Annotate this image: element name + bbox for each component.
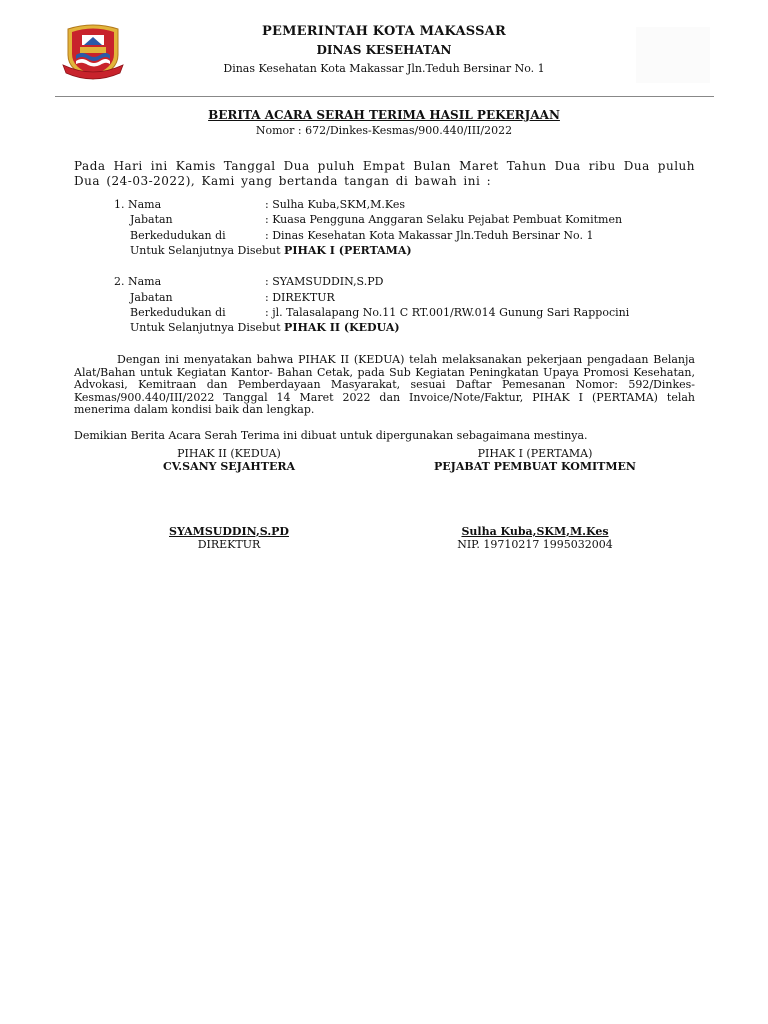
signatory-right-nip: NIP. 19710217 1995032004 (457, 538, 613, 551)
document-number: Nomor : 672/Dinkes-Kesmas/900.440/III/2022 (255, 124, 513, 137)
signatory-right (405, 525, 665, 551)
party-two-name: : SYAMSUDDIN,S.PD (265, 275, 384, 288)
party-one-position: : Kuasa Pengguna Anggaran Selaku Pejabat Pembuat Komitmen (265, 213, 623, 226)
party-one-designation-name: PIHAK I (PERTAMA) (284, 244, 412, 257)
party-two-domicile-label: Berkedudukan di (130, 306, 226, 319)
party-two-designation (130, 321, 400, 334)
signature-right (405, 447, 665, 473)
party-two-position: : DIREKTUR (265, 291, 335, 304)
signature-left-role: PIHAK II (KEDUA) (177, 447, 281, 460)
party-one-designation (130, 244, 412, 257)
party-one-domicile-label: Berkedudukan di (130, 229, 226, 242)
party-two-name-label: 2. Nama (114, 275, 162, 288)
signatory-left-title: DIREKTUR (197, 538, 261, 551)
signature-left-org: CV.SANY SEJAHTERA (162, 460, 296, 473)
party-one-name-label: 1. Nama (114, 198, 162, 211)
party-one-domicile: : Dinas Kesehatan Kota Makassar Jln.Teduh Bersinar No. 1 (265, 229, 594, 242)
party-two-designation-name: PIHAK II (KEDUA) (284, 321, 400, 334)
party-two-domicile: : jl. Talasalapang No.11 C RT.001/RW.014 Gunung Sari Rappocini (265, 306, 630, 319)
party-one-designation-prefix: Untuk Selanjutnya Disebut (130, 244, 281, 257)
party-two-designation-prefix: Untuk Selanjutnya Disebut (130, 321, 281, 334)
header-divider (55, 96, 714, 97)
signatory-right-name: Sulha Kuba,SKM,M.Kes (461, 525, 609, 538)
intro-paragraph: Pada Hari ini Kamis Tanggal Dua puluh Empat Bulan Maret Tahun Dua ribu Dua puluh Dua (24-03-2022), Kami yang bertanda tangan di bawah ini : (74, 159, 695, 188)
party-one-name: : Sulha Kuba,SKM,M.Kes (265, 198, 405, 211)
department-address: Dinas Kesehatan Kota Makassar Jln.Teduh Bersinar No. 1 (223, 62, 545, 75)
signature-left (99, 447, 359, 473)
signature-right-org: PEJABAT PEMBUAT KOMITMEN (434, 460, 636, 473)
document-title: BERITA ACARA SERAH TERIMA HASIL PEKERJAAN (208, 108, 560, 122)
signatory-left-name: SYAMSUDDIN,S.PD (169, 525, 289, 538)
signature-right-role: PIHAK I (PERTAMA) (477, 447, 593, 460)
signatory-left (99, 525, 359, 551)
statement-paragraph: Dengan ini menyatakan bahwa PIHAK II (KEDUA) telah melaksanakan pekerjaan pengadaan Belanja Alat/Bahan untuk Kegiatan Kantor- Bahan Cetak, pada Sub Kegiatan Peningkatan Upaya Promosi Kesehatan, Advokasi, Kemitraan dan Pemberdayaan Masyarakat, sesuai Daftar Pemesanan Nomor: 592/Dinkes-Kesmas/900.440/III/2022 Tanggal 14 Maret 2022 dan Invoice/Note/Faktur, PIHAK I (PERTAMA) telah menerima dalam kondisi baik dan lengkap. (74, 353, 695, 416)
closing-paragraph: Demikian Berita Acara Serah Terima ini dibuat untuk dipergunakan sebagaimana mestinya. (74, 429, 588, 442)
department-name: DINAS KESEHATAN (316, 43, 452, 57)
party-two-position-label: Jabatan (130, 291, 173, 304)
party-one-position-label: Jabatan (130, 213, 173, 226)
government-name: PEMERINTAH KOTA MAKASSAR (262, 24, 506, 39)
